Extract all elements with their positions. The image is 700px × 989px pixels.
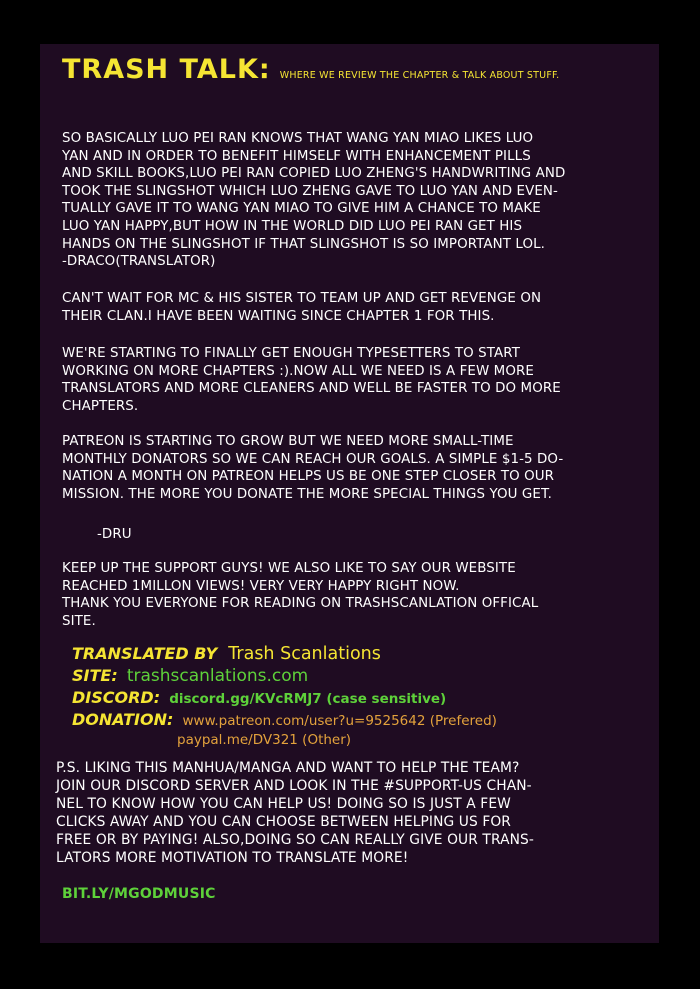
paragraph-patreon: PATREON IS STARTING TO GROW BUT WE NEED MORE SMALL-TIME MONTHLY DONATORS SO WE CAN REACH OUR GOALS. A SIMPLE $1-5 DO- NATION A MONTH ON PATREON HELPS US BE ONE STEP CLOSER TO OUR MISSION. THE MORE YOU DONATE THE MORE SPECIAL THINGS YOU GET. <box>62 434 564 502</box>
paragraph-draco: SO BASICALLY LUO PEI RAN KNOWS THAT WANG YAN MIAO LIKES LUO YAN AND IN ORDER TO BENEFIT HIMSELF WITH ENHANCEMENT PILLS AND SKILL BOOKS,LUO PEI RAN COPIED LUO ZHENG'S HANDWRITING AND TOOK THE SLINGSHOT WHICH LUO ZHENG GAVE TO LUO YAN AND EVEN- TUALLY GAVE IT TO WANG YAN MIAO TO GIVE HIM A CHANCE TO MAKE LUO YAN HAPPY,BUT HOW IN THE WORLD DID LUO PEI RAN GET HIS HANDS ON THE SLINGSHOT IF THAT SLINGSHOT IS SO IMPORTANT LOL. -DRACO(TRANSLATOR) <box>62 131 566 270</box>
paragraph-clan: CAN'T WAIT FOR MC & HIS SISTER TO TEAM UP AND GET REVENGE ON THEIR CLAN.I HAVE BEEN WAITING SINCE CHAPTER 1 FOR THIS. <box>62 291 542 324</box>
credit-donation-alt <box>72 729 642 751</box>
signature-dru: -DRU <box>97 527 132 542</box>
credit-site <box>72 666 642 688</box>
paragraph-typesetters: WE'RE STARTING TO FINALLY GET ENOUGH TYPESETTERS TO START WORKING ON MORE CHAPTERS :).NOW ALL WE NEED IS A FEW MORE TRANSLATORS AND MORE CLEANERS AND WELL BE FASTER TO DO MORE CHAPTERS. <box>62 346 561 414</box>
translated-label: TRANSLATED BY <box>72 644 218 663</box>
bitly-link[interactable]: BIT.LY/MGODMUSIC <box>62 886 216 902</box>
translated-value: Trash Scanlations <box>228 644 381 664</box>
donation-label: DONATION: <box>72 710 174 729</box>
discord-label: DISCORD: <box>72 688 161 707</box>
header <box>62 54 559 85</box>
ps-paragraph: P.S. LIKING THIS MANHUA/MANGA AND WANT TO HELP THE TEAM? JOIN OUR DISCORD SERVER AND LOOK IN THE #SUPPORT-US CHAN- NEL TO KNOW HOW YOU CAN HELP US! DOING SO IS JUST A FEW CLICKS AWAY AND YOU CAN CHOOSE BETWEEN HELPING US FOR FREE OR BY PAYING! ALSO,DOING SO CAN REALLY GIVE OUR TRANS- LATORS MORE MOTIVATION TO TRANSLATE MORE! <box>56 760 534 866</box>
patreon-link[interactable]: www.patreon.com/user?u=9525642 (Prefered) <box>182 713 497 729</box>
paragraph-support: KEEP UP THE SUPPORT GUYS! WE ALSO LIKE TO SAY OUR WEBSITE REACHED 1MILLON VIEWS! VERY VERY HAPPY RIGHT NOW. THANK YOU EVERYONE FOR READING ON TRASHSCANLATION OFFICAL SITE. <box>62 561 539 629</box>
page-subtitle: WHERE WE REVIEW THE CHAPTER & TALK ABOUT STUFF. <box>279 70 560 81</box>
page-title: TRASH TALK: <box>62 54 271 85</box>
discord-link[interactable]: discord.gg/KVcRMJ7 (case sensitive) <box>169 691 447 707</box>
credit-discord <box>72 688 642 710</box>
site-label: SITE: <box>72 666 118 685</box>
credits-block <box>72 644 642 751</box>
site-link[interactable]: trashscanlations.com <box>126 666 309 686</box>
trash-talk-panel <box>40 44 659 943</box>
paypal-link[interactable]: paypal.me/DV321 (Other) <box>177 732 352 748</box>
credit-translated <box>72 644 642 666</box>
